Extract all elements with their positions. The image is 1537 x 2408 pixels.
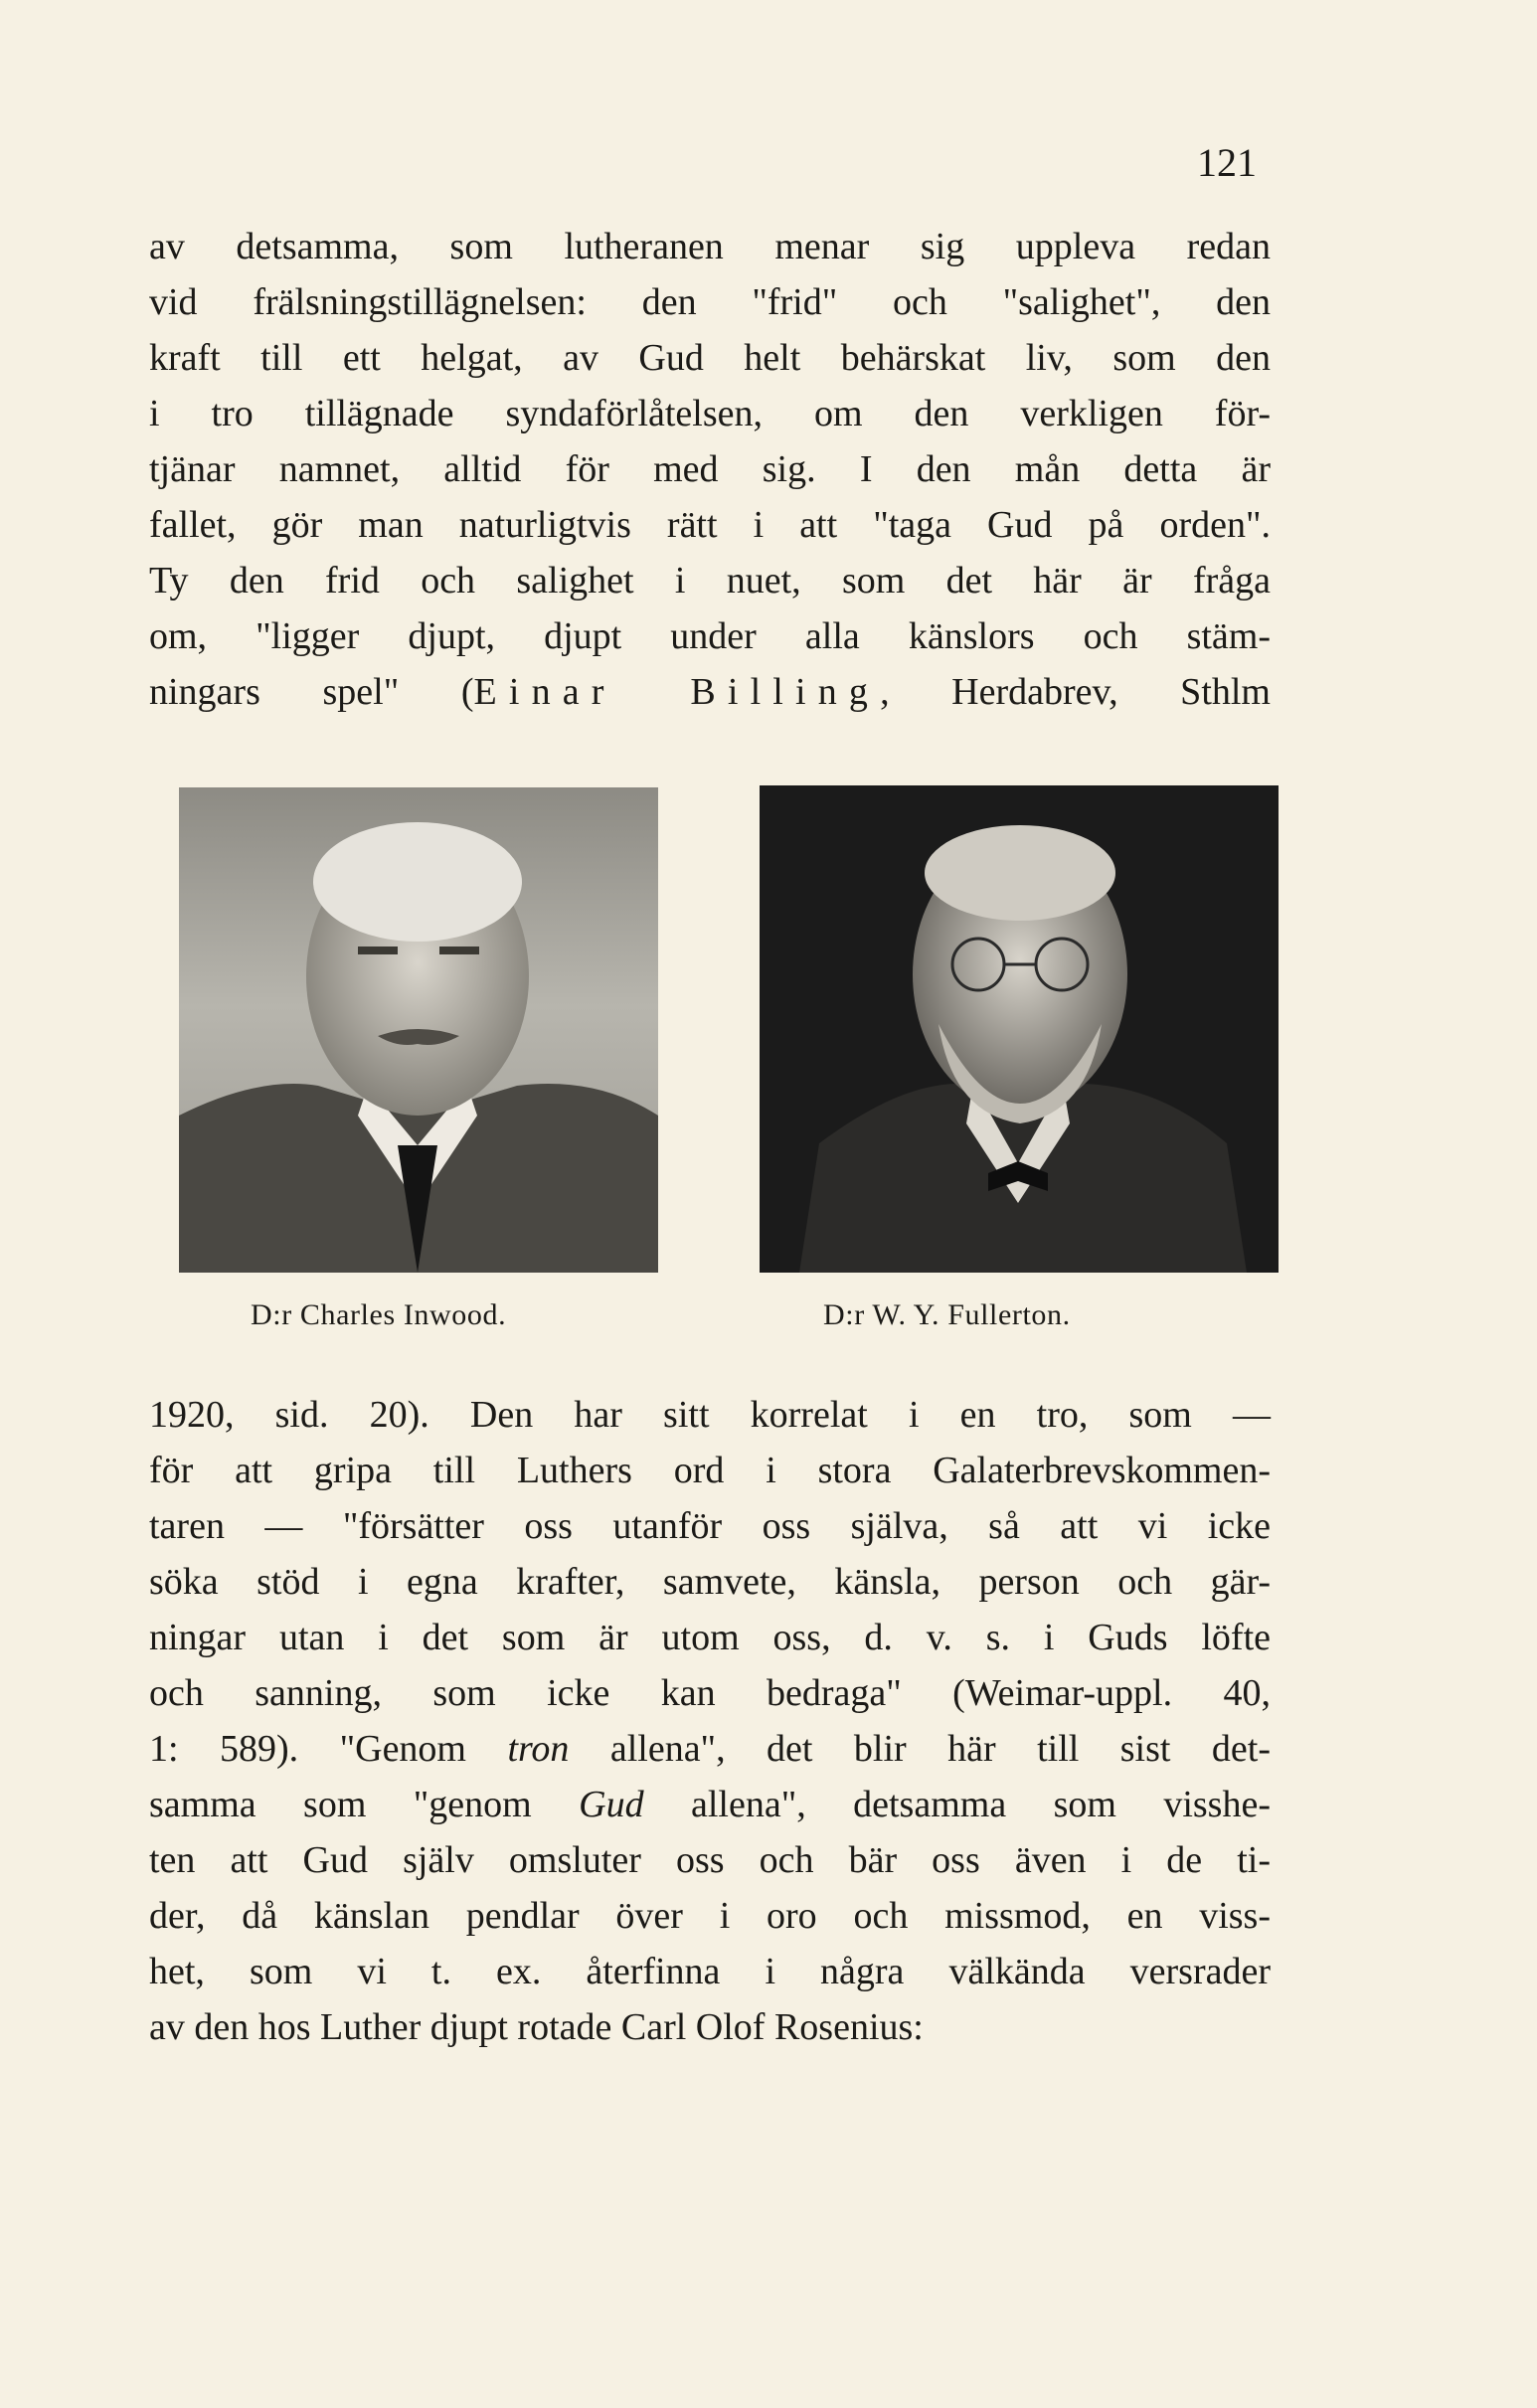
text-line: 1920, sid. 20). Den har sitt korrelat i en tro, som —: [149, 1394, 1271, 1436]
text-line: av detsamma, som lutheranen menar sig uppleva redan: [149, 226, 1271, 267]
text-line: taren — "försätter oss utanför oss själva, så att vi icke: [149, 1505, 1271, 1547]
text-line-citation: ningars spel" (Einar Billing, Herdabrev, Sthlm: [149, 671, 1271, 713]
text-line: fallet, gör man naturligtvis rätt i att "taga Gud på orden".: [149, 504, 1271, 546]
text-line: samma som "genom Gud allena", detsamma som visshe-: [149, 1784, 1271, 1825]
text-line: och sanning, som icke kan bedraga" (Weimar-uppl. 40,: [149, 1672, 1271, 1714]
bottom-paragraph: [149, 1387, 1271, 2055]
text-line: av den hos Luther djupt rotade Carl Olof Rosenius:: [149, 2006, 924, 2048]
text-line: om, "ligger djupt, djupt under alla känslors och stäm-: [149, 615, 1271, 657]
text-line: Ty den frid och salighet i nuet, som det här är fråga: [149, 560, 1271, 602]
top-paragraph: [149, 219, 1271, 720]
portrait-inwood-image: [179, 787, 658, 1273]
text-line: vid frälsningstillägnelsen: den "frid" och "salighet", den: [149, 281, 1271, 323]
portrait-photo-fullerton: [760, 785, 1279, 1273]
text-line: söka stöd i egna krafter, samvete, känsla, person och gär-: [149, 1561, 1271, 1603]
emphasis-gud: Gud: [579, 1784, 644, 1825]
text-line: kraft till ett helgat, av Gud helt behärskat liv, som den: [149, 337, 1271, 379]
page-number: 121: [1197, 140, 1257, 185]
text-line: tjänar namnet, alltid för med sig. I den mån detta är: [149, 448, 1271, 490]
caption-inwood: D:r Charles Inwood.: [251, 1298, 507, 1331]
caption-fullerton: D:r W. Y. Fullerton.: [823, 1298, 1071, 1331]
author-name: Einar Billing: [473, 671, 881, 713]
text-line: der, då känslan pendlar över i oro och missmod, en viss-: [149, 1895, 1271, 1937]
text-line: ningar utan i det som är utom oss, d. v. s. i Guds löfte: [149, 1617, 1271, 1658]
text-line: i tro tillägnade syndaförlåtelsen, om den verkligen för-: [149, 393, 1271, 434]
text-line: för att gripa till Luthers ord i stora Galaterbrevskommen-: [149, 1450, 1271, 1491]
emphasis-tron: tron: [507, 1728, 570, 1770]
text-line: het, som vi t. ex. återfinna i några välkända versrader: [149, 1951, 1271, 1992]
text-line: ten att Gud själv omsluter oss och bär oss även i de ti-: [149, 1839, 1271, 1881]
text-line: 1: 589). "Genom tron allena", det blir här till sist det-: [149, 1728, 1271, 1770]
portrait-photo-inwood: [179, 787, 658, 1273]
portrait-fullerton-image: [760, 785, 1279, 1273]
